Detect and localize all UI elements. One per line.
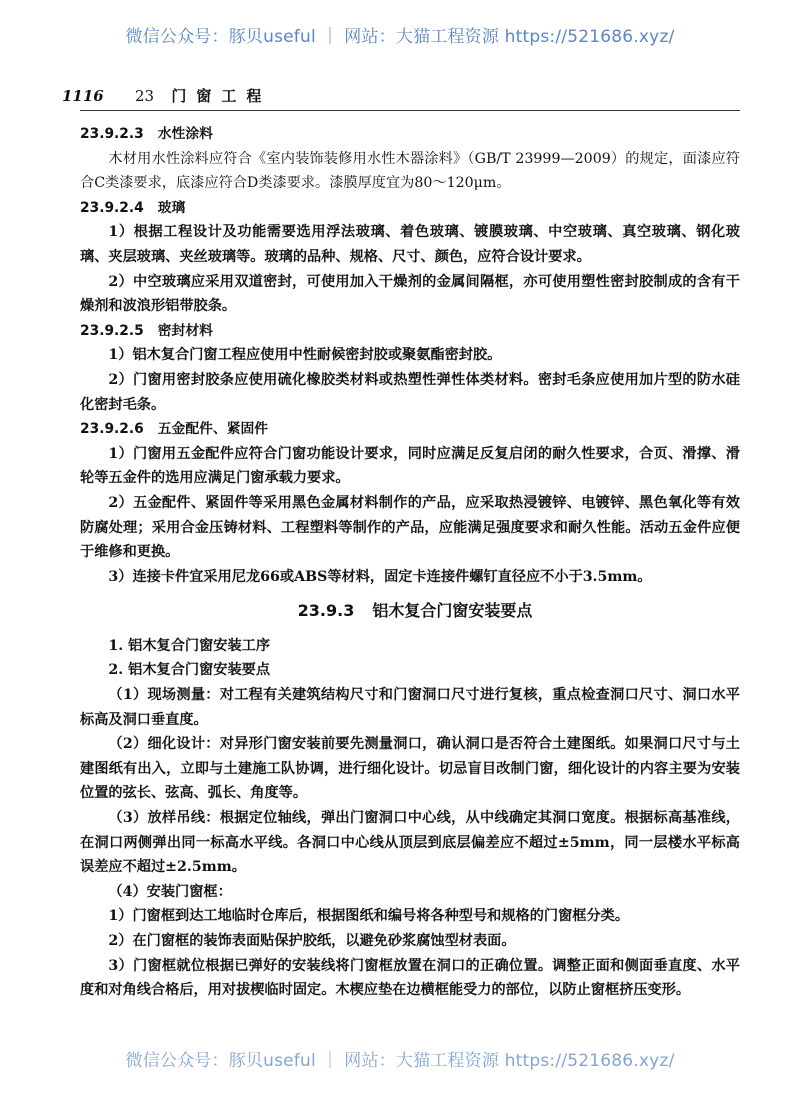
- chapter-title: 门窗工程: [171, 87, 272, 105]
- paragraph: （4）安装门窗框：: [108, 883, 232, 900]
- section-heading: [80, 319, 740, 344]
- paragraph: 1）门窗用五金配件应符合门窗功能设计要求，同时应满足反复启闭的耐久性要求，合页、滑撑、滑轮等五金件的选用应满足门窗承载力要求。: [80, 445, 740, 487]
- section-number: 23.9.2.5: [80, 322, 144, 339]
- paragraph: 2）五金配件、紧固件等采用黑色金属材料制作的产品，应采取热浸镀锌、电镀锌、黑色氧化等有效防腐处理；采用合金压铸材料、工程塑料等制作的产品，应能满足强度要求和耐久性能。活动五金件应便于维修和更换。: [80, 494, 740, 561]
- section-title: 水性涂料: [157, 126, 213, 142]
- page-number: 1116: [62, 87, 104, 105]
- paragraph: 1）根据工程设计及功能需要选用浮法玻璃、着色玻璃、镀膜玻璃、中空玻璃、真空玻璃、钢化玻璃、夹层玻璃、夹丝玻璃等。玻璃的品种、规格、尺寸、颜色，应符合设计要求。: [80, 224, 740, 265]
- section-title: 密封材料: [157, 322, 213, 339]
- paragraph: 木材用水性涂料应符合《室内装饰装修用水性木器涂料》（GB/T 23999—2009）的规定，面漆应符合C类漆要求，底漆应符合D类漆要求。漆膜厚度宜为80～120μm。: [80, 150, 740, 192]
- paragraph: 3）连接卡件宜采用尼龙66或ABS等材料，固定卡连接件螺钉直径应不小于3.5mm。: [108, 568, 652, 585]
- section-heading: [80, 417, 740, 442]
- paragraph: 1）门窗框到达工地临时仓库后，根据图纸和编号将各种型号和规格的门窗框分类。: [108, 908, 630, 925]
- paragraph: （1）现场测量：对工程有关建筑结构尺寸和门窗洞口尺寸进行复核，重点检查洞口尺寸、洞口水平标高及洞口垂直度。: [80, 687, 740, 728]
- main-section-heading: [80, 599, 740, 624]
- section-number: 23.9.2.3: [80, 126, 144, 142]
- paragraph: 1. 铝木复合门窗安装工序: [108, 637, 271, 654]
- header-rule: [80, 110, 740, 111]
- chapter-number: 23: [134, 87, 155, 105]
- running-head: [62, 85, 742, 106]
- paragraph: 2）在门窗框的装饰表面贴保护胶纸，以避免砂浆腐蚀型材表面。: [108, 933, 516, 949]
- paragraph: （3）放样吊线：根据定位轴线，弹出门窗洞口中心线，从中线确定其洞口宽度。根据标高基准线，在洞口两侧弹出同一标高水平线。各洞口中心线从顶层到底层偏差应不超过±5mm，同一层楼水平标高误差应不超过±2.5mm。: [80, 810, 740, 876]
- watermark-bottom: 微信公众号：豚贝useful ｜ 网站：大猫工程资源 https://521686.xyz/: [125, 1051, 675, 1071]
- main-section-number: 23.9.3: [297, 601, 355, 621]
- section-title: 玻璃: [157, 199, 186, 216]
- paragraph: （2）细化设计：对异形门窗安装前要先测量洞口，确认洞口是否符合土建图纸。如果洞口尺寸与土建图纸有出入，立即与土建施工队协调，进行细化设计。切忌盲目改制门窗，细化设计的内容主要为安装位置的弦长、弦高、弧长、角度等。: [80, 736, 740, 802]
- section-heading: [80, 122, 740, 147]
- main-section-title: 铝木复合门窗安装要点: [372, 601, 533, 621]
- section-number: 23.9.2.6: [80, 421, 144, 438]
- paragraph: 3）门窗框就位根据已弹好的安装线将门窗框放置在洞口的正确位置。调整正面和侧面垂直度、水平度和对角线合格后，用对拔楔临时固定。木楔应垫在边横框能受力的部位，以防止窗框挤压变形。: [80, 957, 740, 999]
- section-heading: [80, 196, 740, 221]
- page-body: [80, 122, 740, 1003]
- paragraph: 2）门窗用密封胶条应使用硫化橡胶类材料或热塑性弹性体类材料。密封毛条应使用加片型的防水硅化密封毛条。: [80, 371, 740, 413]
- paragraph: 2）中空玻璃应采用双道密封，可使用加入干燥剂的金属间隔框，亦可使用塑性密封胶制成的含有干燥剂和波浪形铝带胶条。: [80, 273, 740, 315]
- section-number: 23.9.2.4: [80, 199, 144, 216]
- paragraph: 1）铝木复合门窗工程应使用中性耐候密封胶或聚氨酯密封胶。: [108, 347, 502, 364]
- watermark-top: 微信公众号：豚贝useful ｜ 网站：大猫工程资源 https://521686.xyz/: [125, 27, 675, 47]
- paragraph: 2. 铝木复合门窗安装要点: [108, 662, 271, 679]
- section-title: 五金配件、紧固件: [157, 421, 269, 438]
